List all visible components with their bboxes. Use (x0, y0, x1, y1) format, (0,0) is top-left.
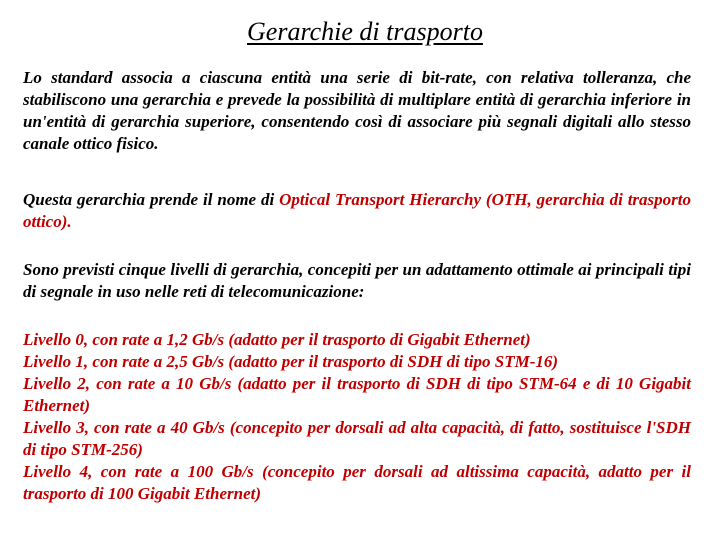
slide-title-text: Gerarchie di trasporto (247, 17, 483, 46)
oth-highlight-line2: gerarchia di trasporto ottico). (23, 190, 691, 231)
slide-title (0, 16, 720, 48)
oth-highlight-line1: Optical Transport Hierarchy (OTH, (279, 190, 532, 209)
level-item-2: Livello 2, con rate a 10 Gb/s (adatto per il trasporto di SDH di tipo STM-64 e di 10 Gigabit Ethernet) (23, 374, 691, 415)
level-item-1: Livello 1, con rate a 2,5 Gb/s (adatto per il trasporto di SDH di tipo STM-16) (23, 352, 559, 371)
levels-list (23, 329, 691, 505)
level-item-0: Livello 0, con rate a 1,2 Gb/s (adatto per il trasporto di Gigabit Ethernet) (23, 330, 531, 349)
paragraph-oth (23, 189, 691, 233)
paragraph-oth-intro: Questa gerarchia prende il nome di (23, 190, 280, 209)
level-item-3: Livello 3, con rate a 40 Gb/s (concepito per dorsali ad alta capacità, di fatto, sostituisce l'SDH di tipo STM-256) (23, 418, 691, 459)
paragraph-standard: Lo standard associa a ciascuna entità una serie di bit-rate, con relativa tolleranza, che stabiliscono una gerarchia e prevede la possibilità di multiplare entità di gerarchia inferiore in un'entità di gerarchia superiore, consentendo così di associare più segnali digitali allo stesso canale ottico fisico. (23, 68, 691, 153)
level-item-4: Livello 4, con rate a 100 Gb/s (concepito per dorsali ad altissima capacità, adatto per il trasporto di 100 Gigabit Ethernet) (23, 462, 691, 503)
paragraph-levels-intro: Sono previsti cinque livelli di gerarchia, concepiti per un adattamento ottimale ai principali tipi di segnale in uso nelle reti di telecomunicazione: (23, 260, 691, 301)
